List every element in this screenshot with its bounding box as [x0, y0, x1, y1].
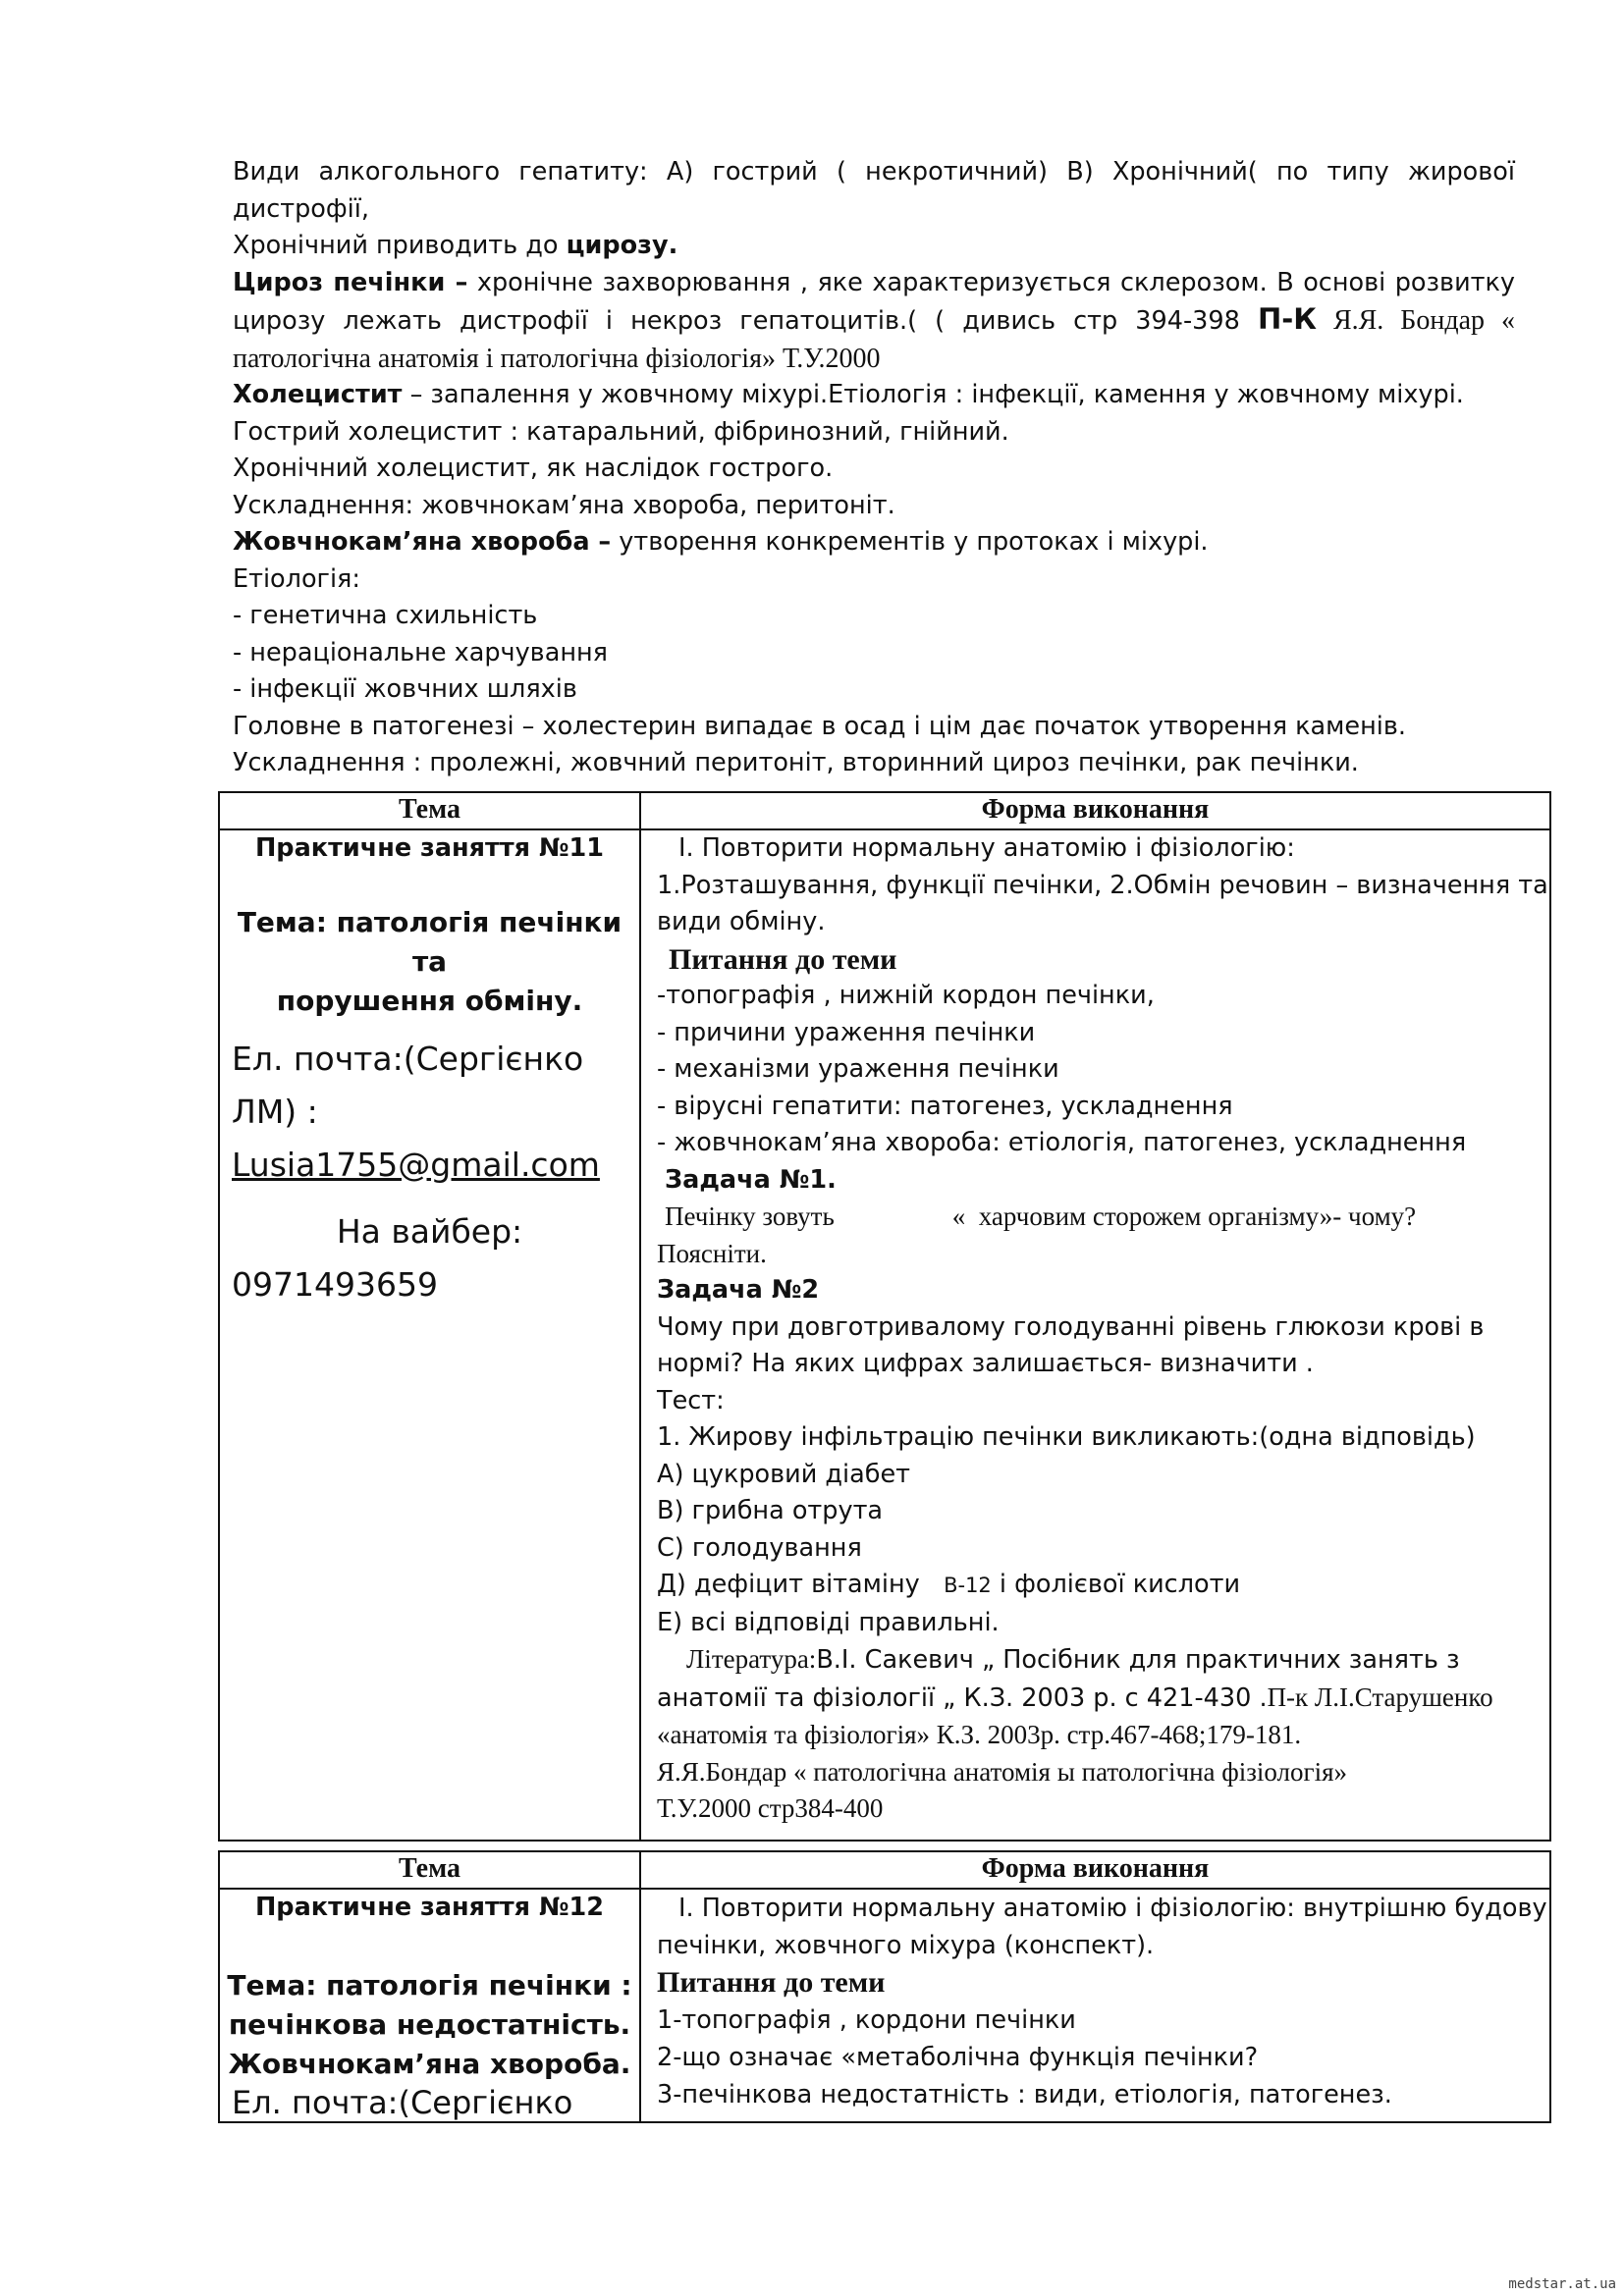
viber-number: 0971493659 — [232, 1264, 438, 1304]
task-line: I. Повторити нормальну анатомію і фізіологію: — [678, 833, 1295, 863]
task-line: 1.Розташування, функції печінки, 2.Обмін речовин – визначення та — [657, 870, 1548, 900]
intro-text: Хронічний приводить до — [233, 231, 567, 260]
lesson-12-table — [218, 1850, 1551, 2123]
intro-line — [233, 228, 1515, 265]
test-option — [657, 1567, 1549, 1605]
task-line: I. Повторити нормальну анатомію і фізіологію: внутрішню будову — [678, 1894, 1547, 1923]
intro-text: хронічне захворювання , яке характеризується склерозом. В основі розвитку — [467, 267, 1515, 297]
email-label: Ел. почта:(Сергієнко — [232, 1039, 584, 1078]
lesson-theme: печінкова недостатність. — [228, 2007, 631, 2041]
literature-line — [657, 1680, 1549, 1718]
intro-line: Етіологія: — [233, 563, 360, 594]
test-option: С) голодування — [657, 1532, 862, 1563]
email-link[interactable]: Lusia1755@gmail.com — [232, 1145, 600, 1184]
lesson-title: Практичне заняття №11 — [254, 833, 605, 863]
task-heading: Задача №1. — [665, 1164, 837, 1195]
test-option-part: В-12 — [944, 1574, 992, 1597]
questions-heading: Питання до теми — [657, 1966, 886, 1999]
question-item: - вірусні гепатити: патогенез, ускладнення — [657, 1091, 1233, 1121]
lesson-theme: Тема: патологія печінки : — [227, 1968, 632, 2002]
literature-line — [657, 1641, 1549, 1680]
literature-part: П-к Л.І.Старушенко — [1267, 1682, 1493, 1712]
test-option-part: Д) дефіцит вітаміну — [657, 1570, 945, 1599]
lesson-theme: Тема: патологія печінки та — [237, 905, 623, 978]
literature-line: Я.Я.Бондар « патологічна анатомія ы патологічна фізіологія» — [657, 1756, 1348, 1787]
lesson-title: Практичне заняття №12 — [254, 1893, 605, 1922]
table-header-form: Форма виконання — [640, 1851, 1550, 1889]
stone-def — [233, 524, 1515, 561]
intro-text: утворення конкрементів у протоках і міхурі. — [611, 527, 1209, 557]
intro-text: – запалення у жовчному міхурі.Етіологія : інфекції, камення у жовчному міхурі. — [402, 380, 1464, 409]
table-header-theme: Тема — [219, 792, 640, 829]
test-option: Е) всі відповіді правильні. — [657, 1607, 1000, 1637]
test-option: В) грибна отрута — [657, 1496, 884, 1525]
lesson-theme: порушення обміну. — [276, 984, 583, 1017]
intro-line: Ускладнення: жовчнокам’яна хвороба, перитоніт. — [233, 490, 895, 520]
chole-term: Холецистит — [233, 380, 403, 409]
lesson-11-info — [219, 829, 640, 1841]
question-item: 2-що означає «метаболічна функція печінки? — [657, 2043, 1259, 2072]
viber-label: На вайбер: — [336, 1211, 523, 1251]
intro-bold: П-К — [1257, 302, 1317, 336]
cirrhosis-term: Цироз печінки – — [233, 267, 468, 297]
task-text-part: Печінку зовуть — [665, 1201, 835, 1231]
task-text: Поясніти. — [657, 1238, 767, 1268]
test-heading: Тест: — [657, 1385, 725, 1415]
intro-line: - нераціональне харчування — [233, 637, 609, 667]
question-item: 1-топографія , кордони печінки — [657, 2005, 1076, 2035]
intro-section — [233, 154, 1515, 782]
question-item: - жовчнокам’яна хвороба: етіологія, патогенез, ускладнення — [657, 1128, 1467, 1157]
table-header-form: Форма виконання — [640, 792, 1550, 829]
intro-line: - інфекції жовчних шляхів — [233, 674, 577, 704]
question-item: - механізми ураження печінки — [657, 1054, 1059, 1084]
intro-text: Я.Я. Бондар — [1316, 305, 1502, 336]
literature-part: В.І. Сакевич „ Посібник для практичних занять з — [816, 1645, 1460, 1675]
literature-part: анатомії та фізіології „ К.З. 2003 р. с 421-430 . — [657, 1682, 1268, 1713]
task-text — [657, 1199, 1549, 1236]
site-watermark: medstar.at.ua — [1508, 2276, 1616, 2292]
task-line: види обміну. — [657, 907, 826, 936]
lesson-12-tasks — [640, 1889, 1550, 2122]
intro-line: Ускладнення : пролежні, жовчний перитоніт, вторинний цироз печінки, рак печінки. — [233, 748, 1359, 777]
chole-def — [233, 377, 1515, 414]
test-question: 1. Жирову інфільтрацію печінки викликають:(одна відповідь) — [657, 1422, 1476, 1452]
intro-line: Види алкогольного гепатиту: А) гострий ( некротичний) В) Хронічний( по типу жирової дистрофії, — [233, 157, 1515, 224]
intro-bold: цирозу. — [566, 231, 678, 260]
task-heading: Задача №2 — [657, 1275, 820, 1305]
lesson-11-table — [218, 791, 1551, 1842]
lesson-theme: Жовчнокам’яна хвороба. — [228, 2047, 631, 2080]
intro-line: Гострий холецистит : катаральний, фібринозний, гнійний. — [233, 416, 1009, 447]
intro-line: Хронічний холецистит, як наслідок гострого. — [233, 454, 834, 483]
intro-line: патологічна анатомія і патологічна фізіологія» Т.У.2000 — [233, 343, 881, 374]
email-label: ЛМ) : — [232, 1092, 318, 1131]
questions-heading: Питання до теми — [669, 942, 897, 976]
test-option: А) цукровий діабет — [657, 1459, 911, 1489]
test-option-part: і фолієвої кислоти — [991, 1570, 1241, 1599]
stone-term: Жовчнокам’яна хвороба – — [233, 527, 612, 557]
intro-text: цирозу лежать дистрофії і некроз гепатоцитів.( ( дивись стр 394-398 — [233, 306, 1258, 336]
cirrhosis-def — [233, 265, 1515, 302]
intro-text: « — [1501, 305, 1516, 336]
question-item: -топографія , нижній кордон печінки, — [657, 981, 1155, 1010]
question-item: - причини ураження печінки — [657, 1017, 1036, 1047]
literature-line: «анатомія та фізіологія» К.З. 2003р. стр.467-468;179-181. — [657, 1720, 1302, 1749]
table-header-theme: Тема — [219, 1851, 640, 1889]
lesson-12-info — [219, 1889, 640, 2122]
task-text-part: « харчовим сторожем організму»- чому? — [951, 1201, 1417, 1231]
intro-line: - генетична схильність — [233, 601, 538, 630]
intro-line: Головне в патогенезі – холестерин випадає в осад і цім дає початок утворення каменів. — [233, 711, 1406, 741]
literature-line: Т.У.2000 стр384-400 — [657, 1793, 884, 1823]
task-line: печінки, жовчного міхура (конспект). — [657, 1931, 1155, 1960]
question-item: 3-печінкова недостатність : види, етіологія, патогенез. — [657, 2080, 1392, 2109]
lesson-11-tasks — [640, 829, 1550, 1841]
literature-part: Література: — [686, 1644, 817, 1674]
email-label: Ел. почта:(Сергієнко — [232, 2083, 573, 2121]
task-text: Чому при довготривалому голодуванні рівень глюкози крові в — [657, 1311, 1485, 1342]
intro-line — [233, 301, 1515, 341]
task-text: нормі? На яких цифрах залишається- визначити . — [657, 1349, 1314, 1378]
